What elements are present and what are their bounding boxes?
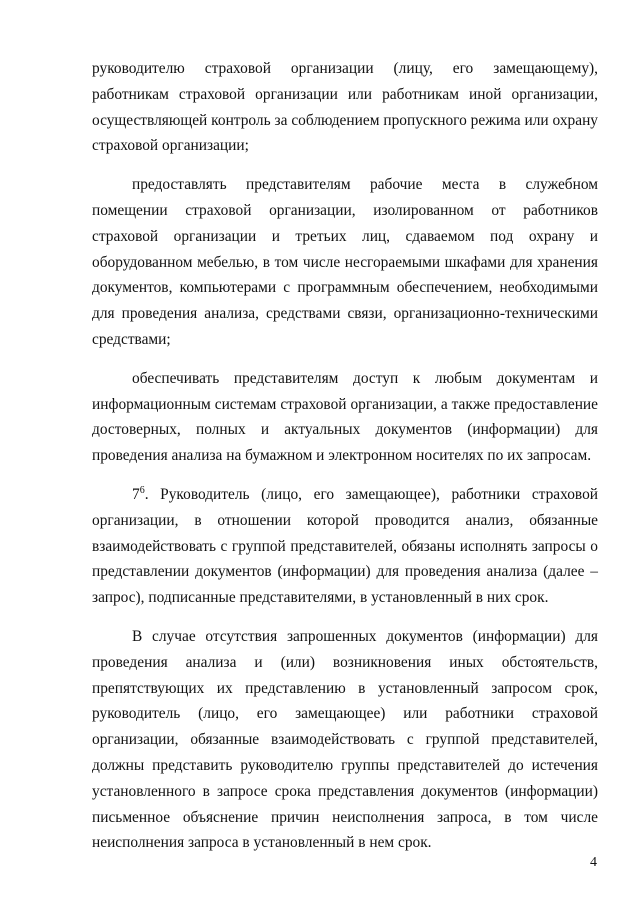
paragraph-clause-7-6 <box>92 482 598 611</box>
paragraph-gap <box>92 611 598 624</box>
paragraph-continuation: руководителю страховой организации (лицу, его замещающему), работникам страховой организации или работникам иной организации, осуществляющей контроль за соблюдением пропускного режима или охрану страховой организации; <box>92 60 598 155</box>
paragraph-gap <box>92 469 598 482</box>
paragraph-gap <box>92 353 598 366</box>
clause-number: 7 <box>132 485 140 503</box>
clause-text: . Руководитель (лицо, его замещающее), работники страховой организации, в отношении которой проводится анализ, обязанные взаимодействовать с группой представителей, обязаны исполнять запросы о представлении документов (информации) для проведения анализа (далее – запрос), подписанные представителями, в установленный в них срок. <box>92 485 598 607</box>
body-text <box>92 56 598 856</box>
clause-number-superscript: 6 <box>139 484 145 496</box>
paragraph-workplaces: предоставлять представителям рабочие места в служебном помещении страховой организации, изолированном от работников страховой организации и третьих лиц, сдаваемом под охрану и оборудованном мебелью, в том числе несгораемыми шкафами для хранения документов, компьютерами с программным обеспечением, необходимыми для проведения анализа, средствами связи, организационно-техническими средствами; <box>92 176 598 348</box>
page-number: 4 <box>590 855 597 870</box>
paragraph-gap <box>92 159 598 172</box>
paragraph-absence: В случае отсутствия запрошенных документов (информации) для проведения анализа и (или) возникновения иных обстоятельств, препятствующих их представлению в установленный запросом срок, руководитель (лицо, его замещающее) или работники страховой организации, обязанные взаимодействовать с группой представителей, должны представить руководителю группы представителей до истечения установленного в запросе срока представления документов (информации) письменное объяснение причин неисполнения запроса, в том числе неисполнения запроса в установленный в нем срок. <box>92 627 598 852</box>
paragraph-access: обеспечивать представителям доступ к любым документам и информационным системам страховой организации, а также предоставление достоверных, полных и актуальных документов (информации) для проведения анализа на бумажном и электронном носителях по их запросам. <box>92 369 598 465</box>
